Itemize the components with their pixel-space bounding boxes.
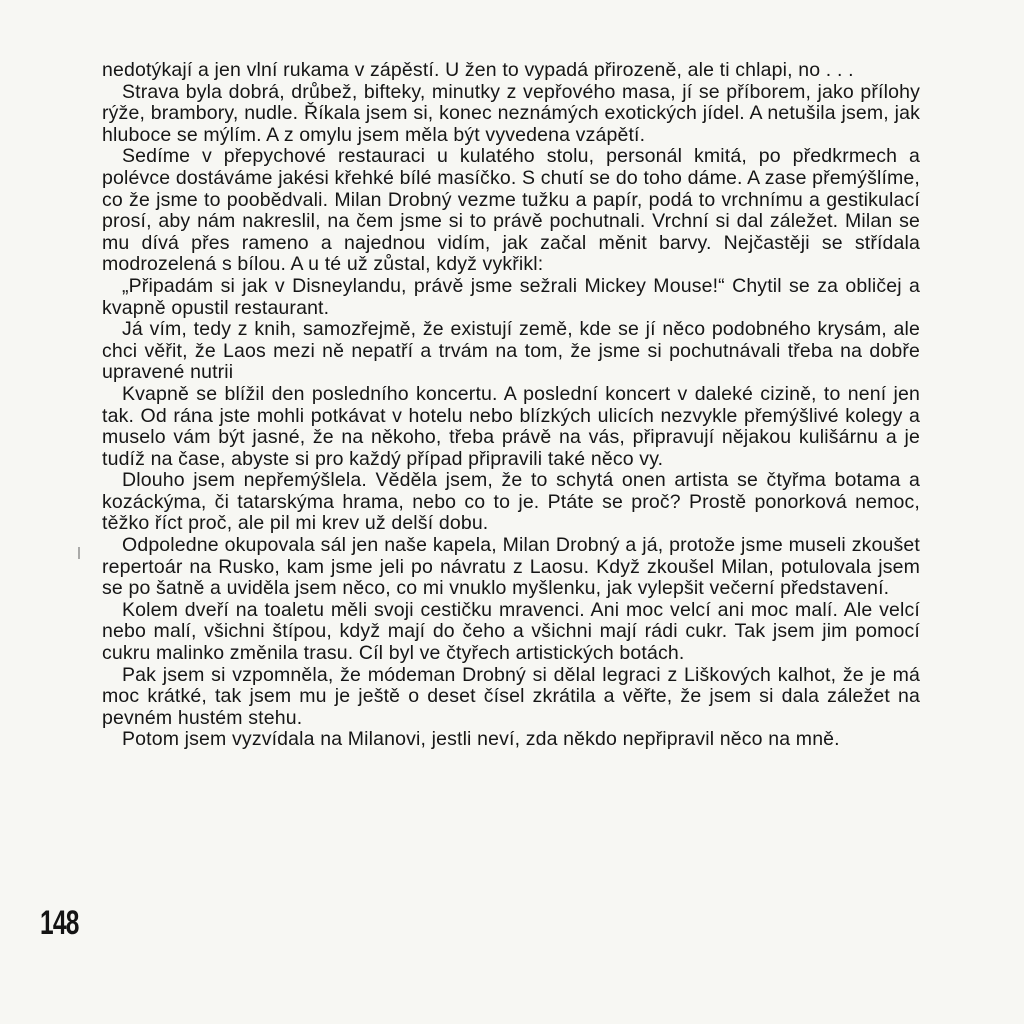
paragraph: Sedíme v přepychové restauraci u kulatého stolu, personál kmitá, po předkrmech a polévce dostáváme jakési křehké bílé masíčko. S chutí se do toho dáme. A zase přemýšlíme, co že jsme to poobědvali. Milan Drobný vezme tužku a papír, podá to vrchnímu a gestikulací prosí, aby nám nakreslil, na čem jsme si to právě pochutnali. Vrchní si dal záležet. Milan se mu dívá přes rameno a najednou vidím, jak začal měnit barvy. Nejčastěji se střídala modrozelená s bílou. A u té už zůstal, když vykřikl:: [102, 145, 920, 276]
page-number: 148: [40, 904, 79, 942]
paragraph: Já vím, tedy z knih, samozřejmě, že existují země, kde se jí něco podobného krysám, ale chci věřit, že Laos mezi ně nepatří a trvám na tom, že jsme si pochutnávali třeba na dobře upravené nutrii: [102, 318, 920, 384]
paragraph: „Připadám si jak v Disneylandu, právě jsme sežrali Mickey Mouse!“ Chytil se za obličej a kvapně opustil restaurant.: [102, 274, 920, 319]
paragraph: Strava byla dobrá, drůbež, bifteky, minutky z vepřového masa, jí se příborem, jako přílohy rýže, brambory, nudle. Říkala jsem si, konec neznámých exotických jídel. A netušila jsem, jak hluboce se mýlím. A z omylu jsem měla být vyvedena vzápětí.: [102, 80, 920, 146]
paragraph: Kvapně se blížil den posledního koncertu. A poslední koncert v daleké cizině, to není jen tak. Od rána jste mohli potkávat v hotelu nebo blízkých ulicích nezvykle přemýšlivé kolegy a muselo vám být jasné, že na někoho, třeba právě na vás, připravují nějakou kulišárnu a je tudíž na čase, abyste si pro každý případ připravili také něco vy.: [102, 382, 920, 470]
body-text: [102, 60, 920, 751]
margin-mark: [78, 547, 80, 559]
paragraph: nedotýkají a jen vlní rukama v zápěstí. U žen to vypadá přirozeně, ale ti chlapi, no . . .: [102, 59, 854, 81]
paragraph: Dlouho jsem nepřemýšlela. Věděla jsem, že to schytá onen artista se čtyřma botama a kozáckýma, či tatarskýma hrama, nebo co to je. Ptáte se proč? Prostě ponorková nemoc, těžko říct proč, ale pil mi krev už delší dobu.: [102, 469, 920, 535]
paragraph: Kolem dveří na toaletu měli svoji cestičku mravenci. Ani moc velcí ani moc malí. Ale velcí nebo malí, všichni štípou, když mají do čeho a všichni mají rádi cukr. Tak jsem jim pomocí cukru malinko změnila trasu. Cíl byl ve čtyřech artistických botách.: [102, 598, 920, 665]
paragraph: Pak jsem si vzpomněla, že módeman Drobný si dělal legraci z Liškových kalhot, že je má moc krátké, tak jsem mu je ještě o deset čísel zkrátila a věřte, že jsem si dala záležet na pevném hustém stehu.: [102, 663, 920, 729]
paragraph: Potom jsem vyzvídala na Milanovi, jestli neví, zda někdo nepřipravil něco na mně.: [122, 728, 840, 751]
paragraph: Odpoledne okupovala sál jen naše kapela, Milan Drobný a já, protože jsme museli zkoušet repertoár na Rusko, kam jsme jeli po návratu z Laosu. Když zkoušel Milan, potulovala jsem se po šatně a uviděla jsem něco, co mi vnuklo myšlenku, jak vylepšit večerní představení.: [102, 534, 920, 600]
